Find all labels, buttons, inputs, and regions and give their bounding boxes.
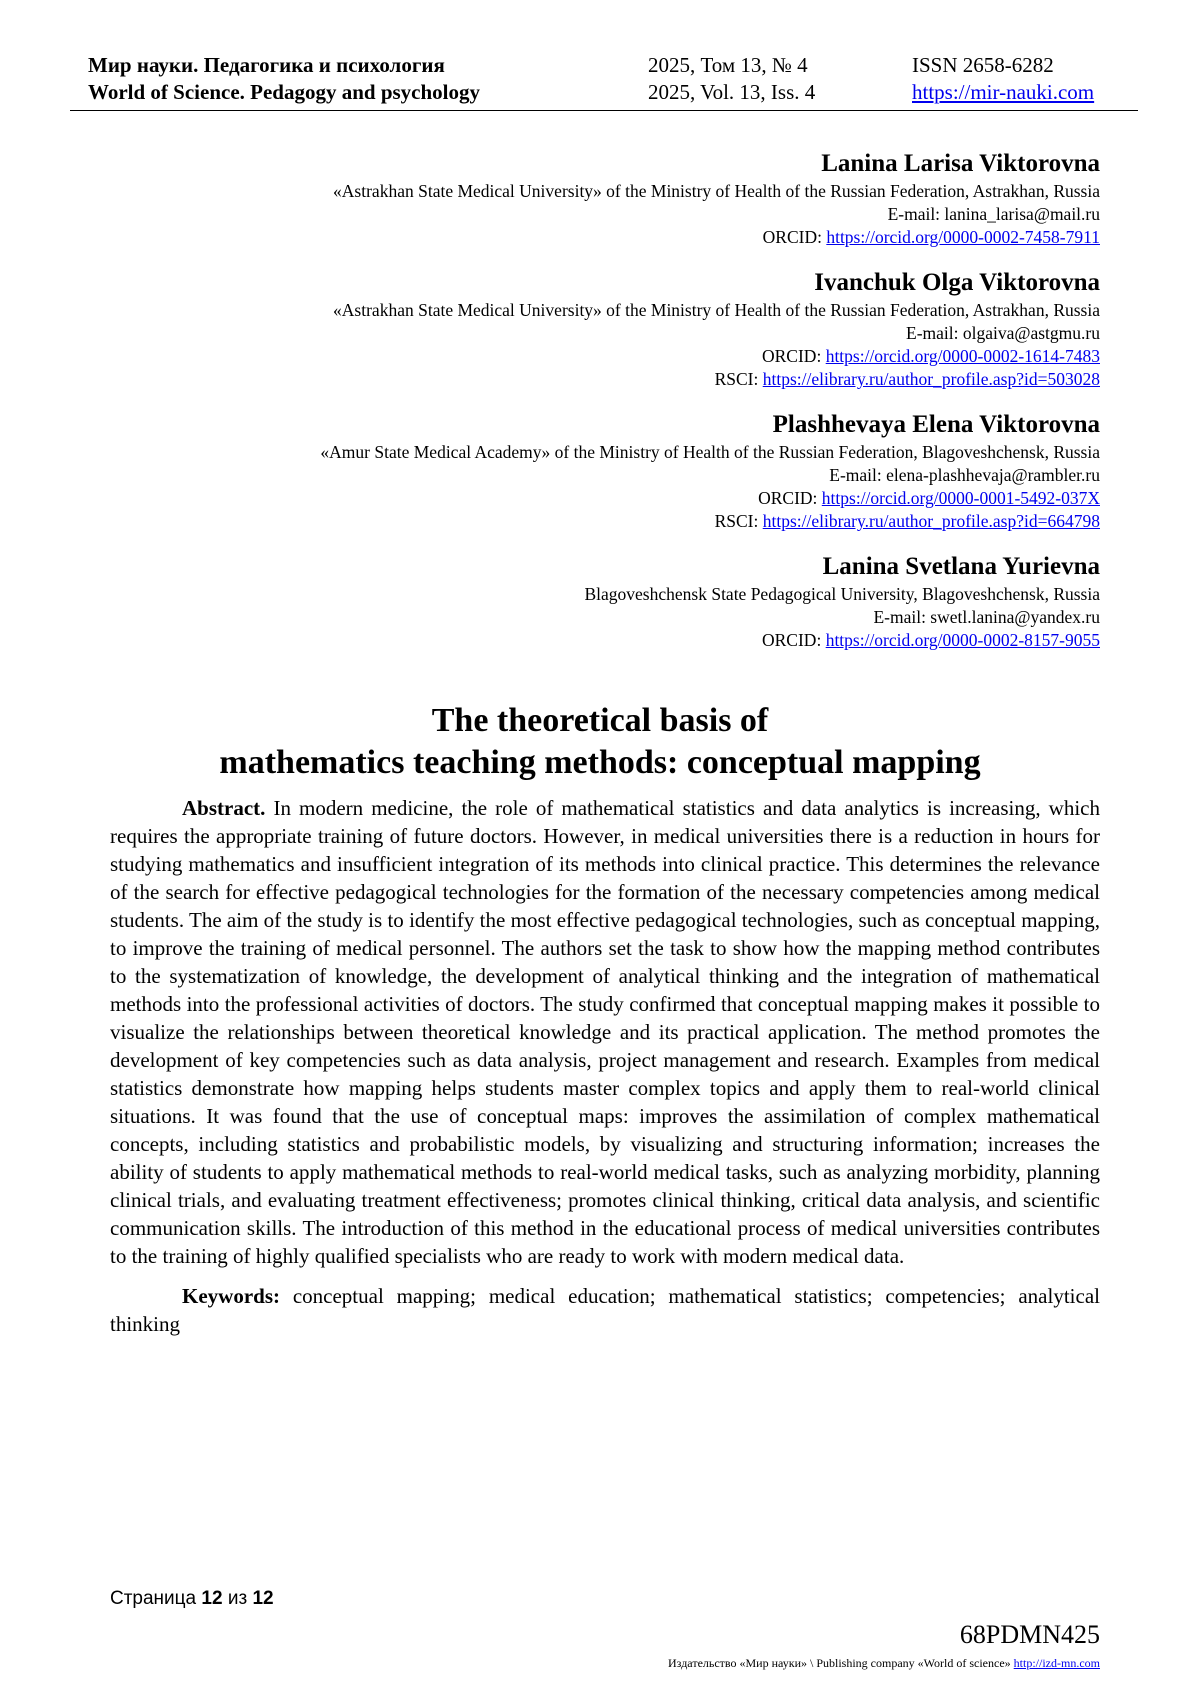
orcid-link[interactable]: https://orcid.org/0000-0001-5492-037X	[821, 488, 1100, 508]
journal-title-ru: Мир науки. Педагогика и психология	[88, 53, 445, 77]
publisher-line	[668, 1656, 1100, 1671]
author-email: E-mail: elena-plashhevaja@rambler.ru	[829, 465, 1100, 485]
orcid-link[interactable]: https://orcid.org/0000-0002-7458-7911	[826, 227, 1100, 247]
author-email: E-mail: lanina_larisa@mail.ru	[887, 204, 1100, 224]
orcid-label: ORCID:	[758, 488, 822, 508]
orcid-label: ORCID:	[762, 346, 826, 366]
author-entry	[100, 148, 1100, 249]
author-name: Plashhevaya Elena Viktorovna	[772, 411, 1100, 438]
article-title-line1: The theoretical basis of	[431, 702, 769, 739]
author-entry	[100, 267, 1100, 391]
abstract-label: Abstract.	[182, 796, 266, 820]
publisher-link[interactable]: http://izd-mn.com	[1013, 1656, 1100, 1670]
orcid-label: ORCID:	[762, 630, 826, 650]
abstract-section	[110, 794, 1100, 1338]
author-affiliation: «Astrakhan State Medical University» of the Ministry of Health of the Russian Federation, Astrakhan, Russia	[333, 181, 1100, 201]
author-email: E-mail: olgaiva@astgmu.ru	[906, 323, 1100, 343]
author-name: Lanina Svetlana Yurievna	[822, 553, 1100, 580]
author-entry	[100, 551, 1100, 652]
page-prefix: Страница	[110, 1588, 202, 1609]
author-orcid	[100, 345, 1100, 368]
page-total: 12	[252, 1588, 274, 1609]
rsci-label: RSCI:	[714, 511, 763, 531]
rsci-link[interactable]: https://elibrary.ru/author_profile.asp?id=664798	[762, 511, 1100, 531]
author-affiliation: Blagoveshchensk State Pedagogical University, Blagoveshchensk, Russia	[584, 584, 1100, 604]
header-divider	[70, 110, 1138, 111]
keywords-text: conceptual mapping; medical education; mathematical statistics; competencies; analytical thinking	[110, 1284, 1100, 1336]
rsci-label: RSCI:	[714, 369, 763, 389]
rsci-link[interactable]: https://elibrary.ru/author_profile.asp?id=503028	[762, 369, 1100, 389]
abstract-text: In modern medicine, the role of mathematical statistics and data analytics is increasing, which requires the appropriate training of future doctors. However, in medical universities there is a reduction in hours for studying mathematics and insufficient integration of its methods into clinical practice. This determines the relevance of the search for effective pedagogical technologies for the formation of the necessary competencies among medical students. The aim of the study is to identify the most effective pedagogical technologies, such as conceptual mapping, to improve the training of medical personnel. The authors set the task to show how the mapping method contributes to the systematization of knowledge, the development of analytical thinking and the integration of mathematical methods into the professional activities of doctors. The study confirmed that conceptual mapping makes it possible to visualize the relationships between theoretical knowledge and its practical application. The method promotes the development of key competencies such as data analysis, project management and research. Examples from medical statistics demonstrate how mapping helps students master complex topics and apply them to real-world clinical situations. It was found that the use of conceptual maps: improves the assimilation of complex mathematical concepts, including statistics and probabilistic models, by visualizing and structuring information; increases the ability of students to apply mathematical methods to real-world medical tasks, such as analyzing morbidity, planning clinical trials, and evaluating treatment effectiveness; promotes clinical thinking, critical data analysis, and scientific communication skills. The introduction of this method in the educational process of medical universities contributes to the training of highly qualified specialists who are ready to work with modern medical data.	[110, 796, 1100, 1268]
journal-title-en: World of Science. Pedagogy and psychology	[88, 80, 481, 104]
author-orcid	[100, 226, 1100, 249]
author-name: Ivanchuk Olga Viktorovna	[814, 269, 1100, 296]
author-affiliation: «Amur State Medical Academy» of the Ministry of Health of the Russian Federation, Blagoveshchensk, Russia	[320, 442, 1100, 462]
keywords-paragraph	[110, 1282, 1100, 1338]
author-affiliation: «Astrakhan State Medical University» of the Ministry of Health of the Russian Federation, Astrakhan, Russia	[333, 300, 1100, 320]
article-title	[100, 700, 1100, 784]
author-rsci	[100, 368, 1100, 391]
issn: ISSN 2658-6282	[912, 53, 1054, 77]
publisher-text: Издательство «Мир науки» \ Publishing company «World of science»	[668, 1656, 1014, 1670]
issn-block	[912, 52, 1094, 106]
page-current: 12	[201, 1588, 223, 1609]
author-rsci	[100, 510, 1100, 533]
article-title-line2: mathematics teaching methods: conceptual mapping	[219, 744, 981, 781]
issue-ru: 2025, Том 13, № 4	[648, 53, 808, 77]
author-name: Lanina Larisa Viktorovna	[821, 150, 1100, 177]
issue-block	[648, 52, 815, 106]
author-email: E-mail: swetl.lanina@yandex.ru	[873, 607, 1100, 627]
author-orcid	[100, 629, 1100, 652]
page-number	[110, 1588, 274, 1610]
author-entry	[100, 409, 1100, 533]
journal-title-block	[88, 52, 480, 106]
keywords-label: Keywords:	[182, 1284, 280, 1308]
article-code: 68PDMN425	[959, 1620, 1100, 1649]
author-orcid	[100, 487, 1100, 510]
orcid-label: ORCID:	[762, 227, 827, 247]
authors-block	[100, 148, 1100, 670]
page-separator: из	[222, 1588, 253, 1609]
orcid-link[interactable]: https://orcid.org/0000-0002-8157-9055	[825, 630, 1100, 650]
issue-en: 2025, Vol. 13, Iss. 4	[648, 80, 816, 104]
orcid-link[interactable]: https://orcid.org/0000-0002-1614-7483	[825, 346, 1100, 366]
journal-website-link[interactable]: https://mir-nauki.com	[912, 80, 1095, 104]
abstract-paragraph	[110, 794, 1100, 1270]
